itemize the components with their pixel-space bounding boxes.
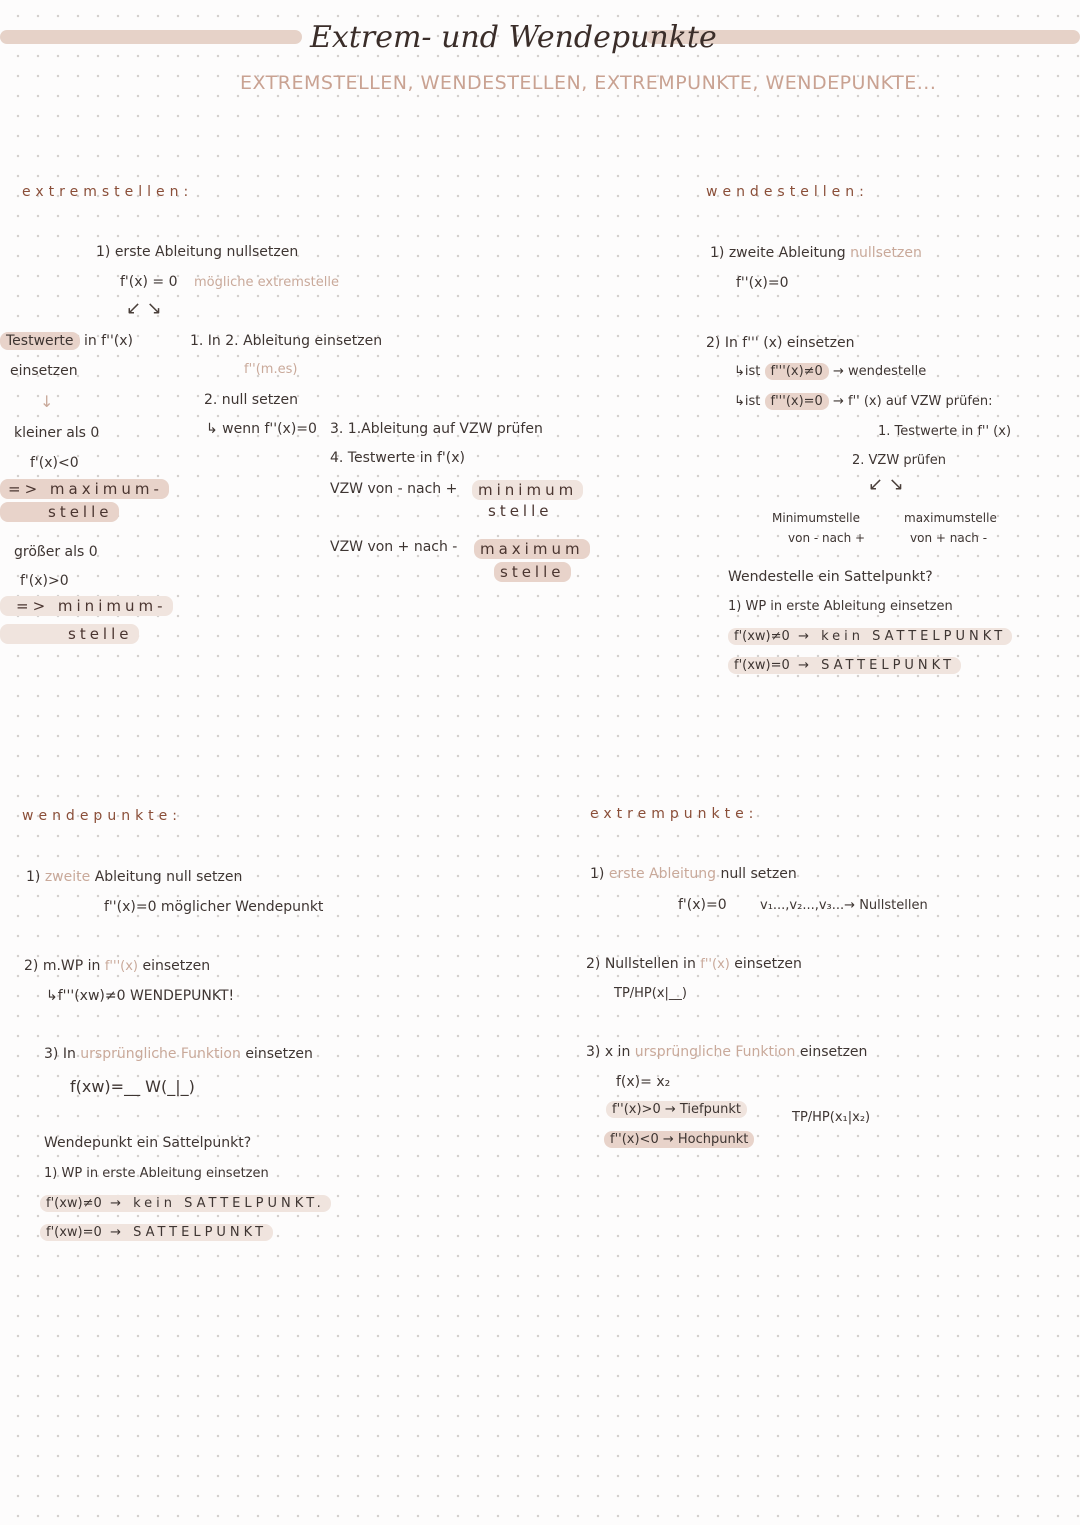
- wendepunkte-sattel-2: f'(xw)≠0 → kein SATTELPUNKT.: [40, 1195, 331, 1212]
- extremstellen-branch-arrows: ↙ ↘: [126, 298, 162, 319]
- extrempunkte-step2-res: TP/HP(x|__): [614, 986, 687, 1001]
- extremstellen-vzw2-res-a: maximum: [474, 539, 590, 559]
- extrempunkte-hp: f''(x)<0 → Hochpunkt: [604, 1131, 754, 1148]
- extrempunkte-result: TP/HP(x₁|x₂): [792, 1110, 871, 1125]
- wendestellen-sub2: 2. VZW prüfen: [852, 453, 946, 468]
- extremstellen-max-b: stelle: [0, 502, 119, 522]
- wendestellen-sub1: 1. Testwerte in f'' (x): [878, 424, 1012, 439]
- extremstellen-kleiner-eq: f'(x)<0: [30, 455, 79, 471]
- extremstellen-eq: f'(x) = 0: [120, 274, 178, 290]
- extremstellen-r1-note: f''(m.es): [244, 362, 298, 377]
- extremstellen-vzw2: VZW von + nach -: [330, 539, 458, 555]
- extrempunkte-fx: f(x)= x₂: [616, 1074, 671, 1090]
- page-title: Extrem- und Wendepunkte: [310, 20, 717, 55]
- extremstellen-vzw1-res-b: stelle: [488, 502, 553, 520]
- wendestellen-branch-arrows: ↙ ↘: [868, 474, 904, 495]
- extrempunkte-step2: 2) Nullstellen in f''(x) einsetzen: [586, 956, 802, 972]
- heading-wendestellen: wendestellen:: [706, 184, 869, 200]
- wendestellen-ist1: ↳ist f'''(x)≠0 → wendestelle: [734, 364, 927, 379]
- wendepunkte-step1: 1) zweite Ableitung null setzen: [26, 869, 243, 885]
- wendestellen-step2: 2) In f''' (x) einsetzen: [706, 335, 855, 351]
- extremstellen-r3: ↳ wenn f''(x)=0: [206, 421, 317, 437]
- extrempunkte-eq-a: f'(x)=0: [678, 897, 727, 913]
- extremstellen-min-a: => minimum-: [0, 596, 173, 616]
- wendepunkte-step2: 2) m.WP in f'''(x) einsetzen: [24, 958, 211, 974]
- extremstellen-eq-note: mögliche extremstelle: [194, 275, 339, 290]
- extrempunkte-step1: 1) erste Ableitung null setzen: [590, 866, 797, 882]
- extremstellen-max-a: => maximum-: [0, 479, 169, 499]
- wendestellen-max-b: von + nach -: [910, 531, 988, 545]
- extremstellen-r1: 1. In 2. Ableitung einsetzen: [190, 333, 383, 349]
- wendepunkte-sattel-1: 1) WP in erste Ableitung einsetzen: [44, 1166, 269, 1181]
- header-bar-left: [0, 30, 302, 44]
- wendestellen-eq: f''(x)=0: [736, 275, 789, 291]
- heading-extremstellen: extremstellen:: [22, 184, 194, 200]
- wendepunkte-step3-eq: f(xw)=__ W(_|_): [70, 1077, 195, 1096]
- heading-wendepunkte: wendepunkte:: [22, 808, 182, 824]
- extremstellen-r2: 2. null setzen: [204, 392, 299, 408]
- wendestellen-sattel-3: f'(xw)=0 → SATTELPUNKT: [728, 657, 961, 674]
- wendepunkte-eq: f''(x)=0 möglicher Wendepunkt: [104, 899, 324, 915]
- extremstellen-groesser: größer als 0: [14, 544, 98, 560]
- wendestellen-min-b: von - nach +: [788, 531, 866, 545]
- wendestellen-sattel-2: f'(xw)≠0 → kein SATTELPUNKT: [728, 628, 1012, 645]
- extremstellen-vzw2-res-b: stelle: [494, 562, 571, 582]
- extremstellen-step1: 1) erste Ableitung nullsetzen: [96, 244, 299, 260]
- extremstellen-vzw1-res-a: minimum: [472, 480, 583, 500]
- page-subtitle: EXTREMSTELLEN, WENDESTELLEN, EXTREMPUNKTE, WENDEPUNKTE...: [240, 72, 937, 94]
- extremstellen-left-c: einsetzen: [10, 363, 78, 379]
- extrempunkte-tp: f''(x)>0 → Tiefpunkt: [606, 1101, 747, 1118]
- extremstellen-groesser-eq: f'(x)>0: [20, 573, 69, 589]
- down-arrow-icon: ↓: [40, 392, 54, 411]
- wendepunkte-step3: 3) In ursprüngliche Funktion einsetzen: [44, 1046, 313, 1062]
- wendestellen-ist2: ↳ist f'''(x)=0 → f'' (x) auf VZW prüfen:: [734, 394, 993, 409]
- wendestellen-min-a: Minimumstelle: [772, 511, 861, 525]
- extremstellen-r5: 4. Testwerte in f'(x): [330, 450, 465, 466]
- extremstellen-kleiner: kleiner als 0: [14, 425, 100, 441]
- wendestellen-sattel-1: 1) WP in erste Ableitung einsetzen: [728, 599, 953, 614]
- wendepunkte-sattel-q: Wendepunkt ein Sattelpunkt?: [44, 1135, 252, 1151]
- extremstellen-r4: 3. 1.Ableitung auf VZW prüfen: [330, 421, 543, 437]
- extrempunkte-eq-b: v₁...,v₂...,v₃...→ Nullstellen: [760, 898, 928, 913]
- extrempunkte-step3: 3) x in ursprüngliche Funktion einsetzen: [586, 1044, 868, 1060]
- wendepunkte-sattel-3: f'(xw)=0 → SATTELPUNKT: [40, 1224, 273, 1241]
- extremstellen-left-a: Testwerte in f''(x): [0, 333, 133, 349]
- heading-extrempunkte: extrempunkte:: [590, 806, 759, 822]
- wendestellen-max-a: maximumstelle: [904, 511, 997, 525]
- wendestellen-sattel-q: Wendestelle ein Sattelpunkt?: [728, 569, 933, 585]
- wendestellen-step1: 1) zweite Ableitung nullsetzen: [710, 245, 922, 261]
- wendepunkte-step2-res: ↳f'''(xw)≠0 WENDEPUNKT!: [46, 988, 235, 1004]
- extremstellen-vzw1: VZW von - nach +: [330, 481, 458, 497]
- extremstellen-min-b: stelle: [0, 624, 139, 644]
